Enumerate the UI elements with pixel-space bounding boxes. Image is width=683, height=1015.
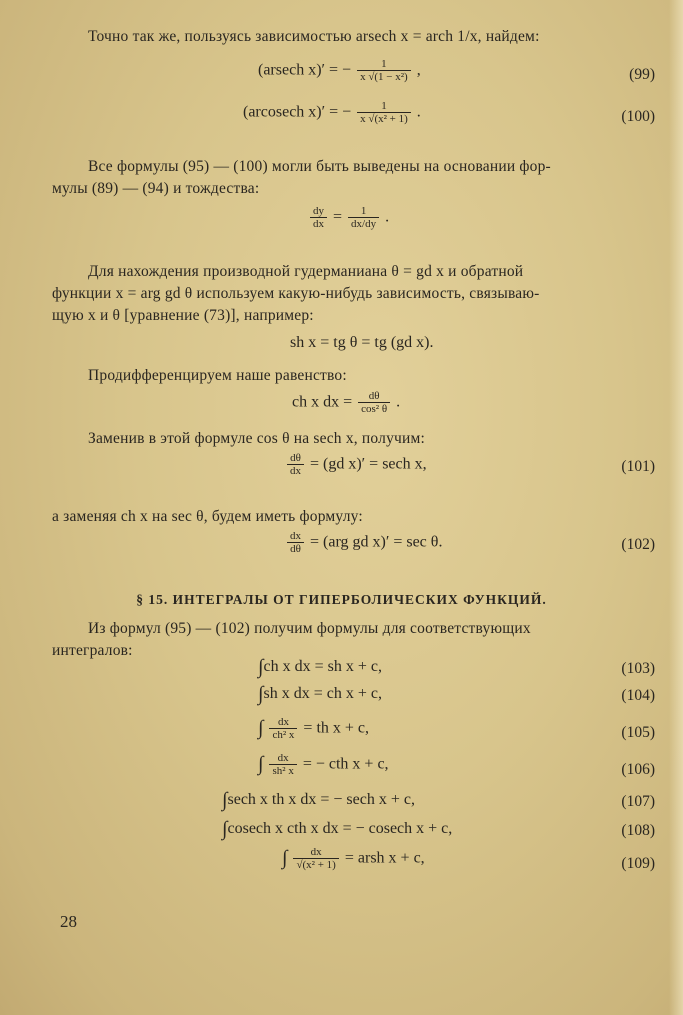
eq-body: cosech x cth x dx = − cosech x + c,: [227, 820, 453, 838]
denominator: sh² x: [269, 764, 296, 777]
numerator: dx: [310, 846, 322, 858]
integral-sign: ∫: [258, 683, 264, 705]
fraction: [357, 100, 411, 125]
eq-body: ch x dx = sh x + c,: [263, 658, 382, 676]
equation-106: [258, 752, 389, 777]
equation-number-106: (106): [621, 761, 655, 778]
numerator: 1: [381, 58, 387, 70]
fraction-reciprocal: [348, 205, 379, 230]
equation-number-109: (109): [621, 855, 655, 872]
integral-sign: ∫: [222, 818, 228, 840]
numerator: dx: [277, 752, 289, 764]
eq-rhs: = (gd x)′ = sech x,: [310, 455, 427, 473]
eq-body: sh x dx = ch x + c,: [263, 685, 382, 703]
paragraph-intro: Точно так же, пользуясь зависимостью arsech x = arch 1/x, найдем:: [88, 28, 540, 45]
equation-number-105: (105): [621, 724, 655, 741]
eq-punct: .: [416, 103, 421, 121]
paragraph-gudermannian-cont1: функции x = arg gd θ используем какую-нибудь зависимость, связываю-: [52, 285, 540, 302]
fraction-dy-dx: [310, 205, 327, 230]
eq-punct: .: [396, 393, 401, 411]
denominator: x √(1 − x²): [357, 70, 411, 83]
page-edge: [669, 0, 683, 1015]
denominator: dθ: [287, 542, 304, 555]
fraction: [358, 390, 390, 415]
paragraph-differentiate: Продифференцируем наше равенство:: [88, 367, 347, 384]
equation-sh-tg: sh x = tg θ = tg (gd x).: [290, 334, 434, 351]
fraction: [357, 58, 411, 83]
denominator: dx: [310, 217, 327, 230]
equation-109: [282, 846, 425, 871]
fraction: [293, 846, 338, 871]
equation-number-100: (100): [621, 108, 655, 125]
paragraph-integrals-cont: интегралов:: [52, 642, 133, 659]
equation-101: [285, 452, 427, 477]
equation-104: [258, 683, 382, 706]
numerator: dx: [290, 530, 301, 542]
integral-sign: ∫: [258, 656, 264, 678]
section-heading: § 15. ИНТЕГРАЛЫ ОТ ГИПЕРБОЛИЧЕСКИХ ФУНКЦИЙ.: [136, 592, 547, 607]
eq-rhs: = arsh x + c,: [344, 849, 425, 867]
equation-number-101: (101): [621, 458, 655, 475]
paragraph-replace-ch: а заменяя ch x на sec θ, будем иметь формулу:: [52, 508, 363, 525]
equation-number-103: (103): [621, 660, 655, 677]
equation-number-102: (102): [621, 536, 655, 553]
paragraph-integrals: Из формул (95) — (102) получим формулы для соответствующих: [88, 620, 531, 637]
paragraph-all-formulas-cont: мулы (89) — (94) и тождества:: [52, 180, 260, 197]
fraction: [269, 752, 296, 777]
denominator: √(x² + 1): [293, 858, 338, 871]
denominator: dx/dy: [348, 217, 379, 230]
paragraph-replace-cos: Заменив в этой формуле cos θ на sech x, получим:: [88, 430, 426, 447]
integral-sign: ∫: [222, 789, 228, 811]
eq-rhs: = (arg gd x)′ = sec θ.: [310, 533, 443, 551]
eq-punct: ,: [416, 61, 421, 79]
numerator: dθ: [290, 452, 301, 464]
paragraph-all-formulas: Все формулы (95) — (100) могли быть выведены на основании фор-: [88, 158, 551, 175]
equation-102: [285, 530, 442, 555]
equation-107: [222, 789, 415, 812]
eq-lhs: (arsech x)′ = −: [258, 61, 352, 79]
eq-rhs: = th x + c,: [303, 719, 370, 737]
page-number: 28: [60, 912, 77, 931]
denominator: x √(x² + 1): [357, 112, 411, 125]
eq-punct: .: [385, 208, 390, 226]
equation-number-107: (107): [621, 793, 655, 810]
equals-sign: =: [333, 208, 343, 226]
denominator: cos² θ: [358, 402, 390, 415]
equation-identity: [308, 205, 389, 230]
equation-103: [258, 656, 382, 679]
eq-body: sech x th x dx = − sech x + c,: [227, 791, 415, 809]
equation-100: [243, 100, 421, 125]
integral-sign: ∫: [282, 847, 288, 870]
fraction: [287, 530, 304, 555]
eq-rhs: = − cth x + c,: [302, 755, 389, 773]
integral-sign: ∫: [258, 717, 264, 740]
equation-number-104: (104): [621, 687, 655, 704]
equation-ch-dx: [292, 390, 400, 415]
eq-lhs: (arcosech x)′ = −: [243, 103, 352, 121]
equation-number-108: (108): [621, 822, 655, 839]
equation-108: [222, 818, 452, 841]
paragraph-gudermannian: Для нахождения производной гудерманиана θ = gd x и обратной: [88, 263, 524, 280]
paragraph-gudermannian-cont2: щую x и θ [уравнение (73)], например:: [52, 307, 314, 324]
integral-sign: ∫: [258, 753, 264, 776]
fraction: [269, 716, 297, 741]
numerator: dx: [277, 716, 289, 728]
denominator: dx: [287, 464, 304, 477]
eq-lhs: ch x dx =: [292, 393, 353, 411]
equation-number-99: (99): [629, 66, 655, 83]
numerator: 1: [360, 205, 367, 217]
equation-99: [258, 58, 421, 83]
numerator: 1: [381, 100, 387, 112]
numerator: dθ: [368, 390, 380, 402]
numerator: dy: [313, 205, 324, 217]
denominator: ch² x: [269, 728, 297, 741]
equation-105: [258, 716, 369, 741]
fraction: [287, 452, 304, 477]
